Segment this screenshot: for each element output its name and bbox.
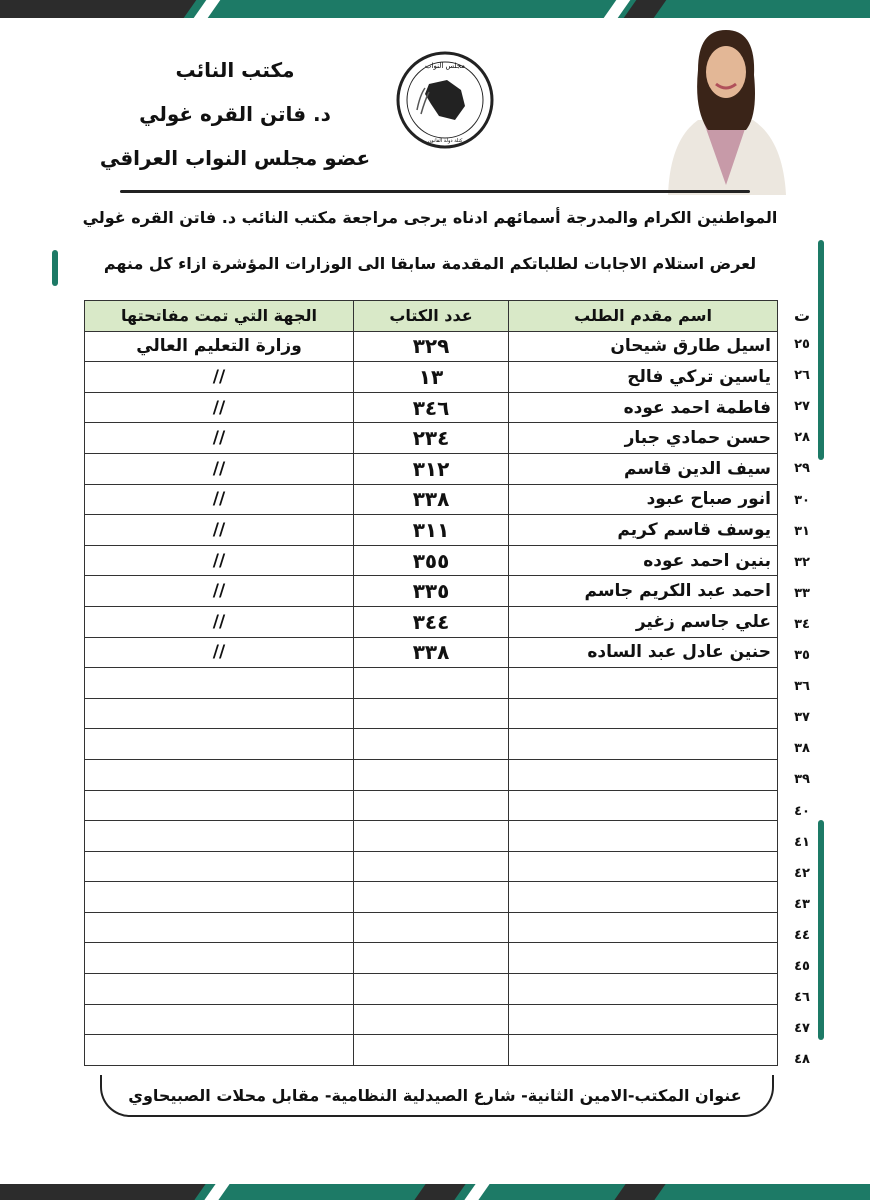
notice-line-1: المواطنين الكرام والمدرجة أسمائهم ادناه يرجى مراجعة مكتب النائب د. فاتن القره غولي [82,208,778,227]
applicant-name-cell [509,974,778,1005]
letter-number-cell [354,668,509,699]
table-row [85,331,778,362]
department-cell [85,1004,354,1035]
logo-text-top: مجلس النواب [424,62,466,70]
letter-number-cell: ٣٢٩ [354,331,509,362]
row-index: ٤٨ [794,1052,810,1068]
row-index: ٣٧ [794,710,810,726]
department-cell: // [85,453,354,484]
applicant-name-cell [509,851,778,882]
table-row [85,545,778,576]
row-index: ٣١ [794,523,810,539]
letter-number-cell: ٣٤٦ [354,392,509,423]
table-row [85,668,778,699]
table-row [85,362,778,393]
row-index: ٤٤ [794,927,810,943]
row-index: ٣٨ [794,741,810,757]
table-row [85,943,778,974]
letter-number-cell [354,790,509,821]
row-index: ٤٠ [794,803,810,819]
applicant-name-cell [509,668,778,699]
letter-number-cell: ٣٣٥ [354,576,509,607]
letter-number-cell: ٣٣٨ [354,484,509,515]
table-row [85,423,778,454]
department-cell [85,729,354,760]
table-row [85,1035,778,1066]
row-index: ٣٠ [794,492,810,508]
row-index: ٣٢ [794,554,810,570]
header-name: اسم مقدم الطلب [509,301,778,332]
table-row [85,759,778,790]
department-cell: // [85,423,354,454]
row-index: ٢٨ [794,430,810,446]
row-index: ٣٩ [794,772,810,788]
department-cell: وزارة التعليم العالي [85,331,354,362]
applicant-name-cell: حسن حمادي جبار [509,423,778,454]
office-address: عنوان المكتب-الامين الثانية- شارع الصيدلية النظامية- مقابل محلات الصبيحاوي [128,1086,742,1105]
row-index: ٢٥ [794,337,810,352]
letter-number-cell [354,821,509,852]
table-row [85,821,778,852]
logo-text-bottom: كتلة دولة القانون [427,138,463,144]
applicant-name-cell [509,1004,778,1035]
department-cell: // [85,392,354,423]
applicant-name-cell [509,759,778,790]
department-cell [85,851,354,882]
table-row [85,484,778,515]
applicant-name-cell [509,943,778,974]
department-cell [85,698,354,729]
mp-role: عضو مجلس النواب العراقي [99,146,371,170]
applicant-name-cell: علي جاسم زغير [509,606,778,637]
department-cell [85,790,354,821]
applicant-name-cell: انور صباح عبود [509,484,778,515]
table-row [85,912,778,943]
portrait-photo [658,20,793,195]
department-cell: // [85,637,354,668]
letter-number-cell [354,1004,509,1035]
letter-number-cell: ٢٣٤ [354,423,509,454]
row-index: ٤٧ [794,1021,810,1037]
row-index: ٢٩ [794,461,810,477]
applicant-name-cell [509,912,778,943]
applicant-name-cell: فاطمة احمد عوده [509,392,778,423]
department-cell: // [85,576,354,607]
table-row [85,637,778,668]
row-index: ٣٣ [794,585,810,601]
table-row [85,392,778,423]
header-dept: الجهة التي تمت مفاتحتها [85,301,354,332]
applicant-name-cell: ياسين تركي فالح [509,362,778,393]
applicant-name-cell [509,821,778,852]
department-cell [85,668,354,699]
letter-number-cell: ٣٣٨ [354,637,509,668]
letter-number-cell [354,882,509,913]
row-index: ٢٧ [794,399,810,415]
row-index: ٤٥ [794,959,810,974]
table-row [85,1004,778,1035]
row-index: ٤٣ [794,896,810,912]
department-cell: // [85,362,354,393]
applicant-name-cell: اسيل طارق شيحان [509,331,778,362]
table-row [85,974,778,1005]
row-index: ٤١ [794,834,810,850]
department-cell: // [85,606,354,637]
applicant-name-cell [509,882,778,913]
letter-number-cell: ٣١٢ [354,453,509,484]
row-index: ٤٢ [794,865,810,881]
row-index: ٢٦ [794,368,810,384]
department-cell [85,759,354,790]
department-cell [85,882,354,913]
department-cell [85,821,354,852]
letter-number-cell: ١٣ [354,362,509,393]
table-row [85,606,778,637]
applicant-name-cell: حنين عادل عبد الساده [509,637,778,668]
header-block [70,48,400,180]
letter-number-cell [354,912,509,943]
applicant-name-cell: يوسف قاسم كريم [509,515,778,546]
applicant-name-cell: بنين احمد عوده [509,545,778,576]
table-row [85,576,778,607]
row-index: ٣٤ [794,616,810,632]
applicant-name-cell [509,790,778,821]
bottom-stripe-dark [0,1184,206,1200]
letter-number-cell: ٣١١ [354,515,509,546]
table-row [85,515,778,546]
header-divider [120,190,750,193]
department-cell [85,943,354,974]
letter-number-cell [354,1035,509,1066]
letter-number-cell: ٣٤٤ [354,606,509,637]
top-stripe-dark [0,0,196,18]
department-cell [85,1035,354,1066]
index-header: ت [793,306,811,325]
applicant-name-cell: احمد عبد الكريم جاسم [509,576,778,607]
table-header-row [85,301,778,332]
applicant-name-cell [509,729,778,760]
row-index: ٣٦ [794,679,810,695]
letter-number-cell [354,943,509,974]
applicant-name-cell: سيف الدين قاسم [509,453,778,484]
department-cell [85,974,354,1005]
applicants-table [84,300,778,1066]
department-cell: // [85,484,354,515]
office-title: مكتب النائب [175,58,295,82]
letter-number-cell [354,698,509,729]
department-cell: // [85,545,354,576]
table-row [85,453,778,484]
table-row [85,851,778,882]
applicant-name-cell [509,1035,778,1066]
department-cell: // [85,515,354,546]
letter-number-cell [354,974,509,1005]
letter-number-cell [354,851,509,882]
table-row [85,729,778,760]
table-row [85,698,778,729]
header-number: عدد الكتاب [354,301,509,332]
department-cell [85,912,354,943]
mp-name: د. فاتن القره غولي [139,102,331,126]
applicant-name-cell [509,698,778,729]
letter-number-cell [354,759,509,790]
row-index: ٤٦ [794,990,810,1006]
table-row [85,882,778,913]
table-row [85,790,778,821]
iraq-map-emblem-icon [395,50,495,150]
letter-number-cell [354,729,509,760]
letter-number-cell: ٣٥٥ [354,545,509,576]
notice-line-2: لعرض استلام الاجابات لطلباتكم المقدمة سابقا الى الوزارات المؤشرة ازاء كل منهم [103,254,757,273]
row-index: ٣٥ [794,648,810,663]
